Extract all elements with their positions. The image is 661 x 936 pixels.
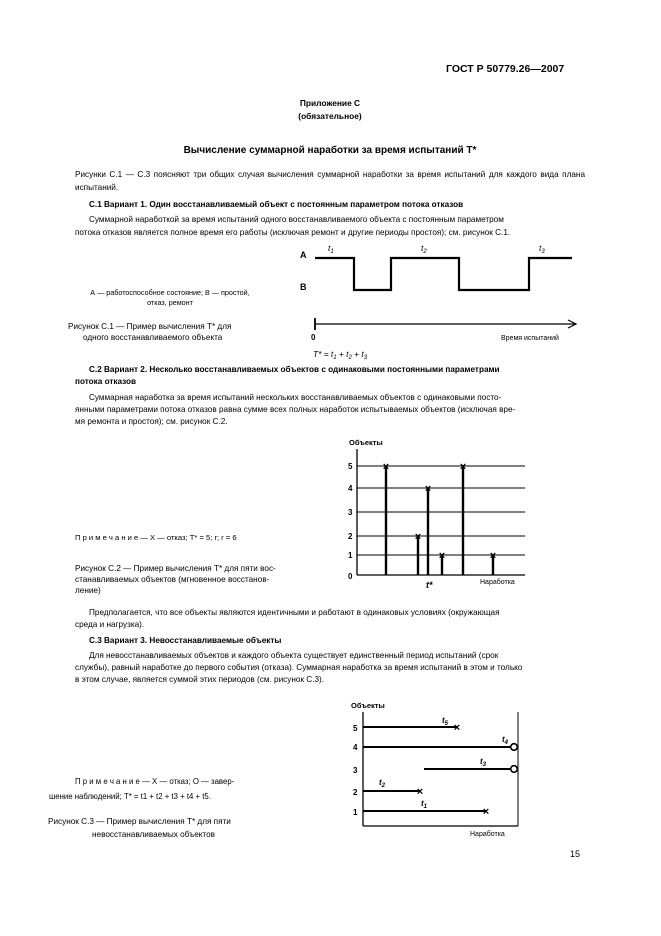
c2-failure-mark: × xyxy=(489,550,497,562)
figure-c2-caption-line2: станавливаемых объектов (мгновенное восстанов- xyxy=(75,575,270,584)
c3-text-line2: службы), равный наработке до первого события (отказа). Суммарная наработка за время испытаний в этом и только xyxy=(75,663,523,672)
c3-failure-mark: × xyxy=(482,806,490,818)
figure-c3-caption-line2: невосстанавливаемых объектов xyxy=(92,830,215,839)
c3-t1-label: $t_1$ xyxy=(421,799,428,810)
c3-t5-label: $t_5$ xyxy=(442,716,449,727)
appendix-title: Приложение С xyxy=(299,98,361,108)
c3-object-lines xyxy=(363,727,512,811)
figure-c1-caption-line2: одного восстанавливаемого объекта xyxy=(83,333,223,342)
c3-y-label-5: 5 xyxy=(353,724,358,733)
c3-y-label-1: 1 xyxy=(353,808,358,817)
time-axis-label: Время испытаний xyxy=(501,335,559,342)
c2-after-line1: Предполагается, что все объекты являются идентичными и работают в одинаковых условиях (окружающая xyxy=(89,608,500,617)
c2-note: П р и м е ч а н и е — Х — отказ; T* = 5; r; r = 6 xyxy=(75,533,237,542)
c1-heading: С.1 Вариант 1. Один восстанавливаемый объект с постоянным параметром потока отказов xyxy=(89,200,464,209)
c3-failure-mark: × xyxy=(453,722,461,734)
c2-heading-line2: потока отказов xyxy=(75,377,137,386)
c1-text-line1: Суммарной наработкой за время испытаний одного восстанавливаемого объекта с постоянным параметром xyxy=(89,215,504,224)
c2-failure-mark: × xyxy=(382,461,390,473)
c3-note-line2: шение наблюдений; T* = t1 + t2 + t3 + t4 + t5. xyxy=(49,792,211,801)
c3-failure-mark: × xyxy=(416,786,424,798)
c2-y-label-3: 3 xyxy=(348,508,353,517)
c2-failure-mark: × xyxy=(438,550,446,562)
figure-c2-caption-line3: ление) xyxy=(75,586,101,595)
c2-y-label-1: 1 xyxy=(348,551,353,560)
state-b-label: B xyxy=(300,282,307,292)
axis-zero-label: 0 xyxy=(311,333,316,342)
c3-text-line1: Для невосстанавливаемых объектов и каждого объекта существует единственный период испытаний (срок xyxy=(89,651,499,660)
c3-heading: С.3 Вариант 3. Невосстанавливаемые объекты xyxy=(89,636,282,645)
c2-y-label-4: 4 xyxy=(348,484,353,493)
c1-legend-line2: отказ, ремонт xyxy=(147,298,193,307)
c3-note-line1: П р и м е ч а н и е — Х — отказ; О — завер- xyxy=(75,777,235,786)
c2-text-line1: Суммарная наработка за время испытаний нескольких восстанавливаемых объектов с одинаковыми посто- xyxy=(89,393,502,402)
c3-y-label-4: 4 xyxy=(353,743,358,752)
c3-t4-label: $t_4$ xyxy=(502,735,509,746)
c2-t-label: t* xyxy=(426,580,433,590)
c3-t3-label: $t_3$ xyxy=(480,757,487,768)
c2-y-title: Объекты xyxy=(349,438,383,447)
c3-y-label-3: 3 xyxy=(353,766,358,775)
document-code: ГОСТ Р 50779.26—2007 xyxy=(446,63,565,75)
page-number: 15 xyxy=(570,849,581,859)
c3-y-title: Объекты xyxy=(351,701,385,710)
c2-x-label: Наработка xyxy=(480,579,515,586)
c2-y-label-2: 2 xyxy=(348,532,353,541)
main-title: Вычисление суммарной наработки за время испытаний T* xyxy=(183,145,477,156)
c2-text-line2: янными параметрами потока отказов равна сумме всех полных наработок испытываемых объектов (исключая вре- xyxy=(75,405,516,414)
c3-y-label-2: 2 xyxy=(353,788,358,797)
figure-c2-caption-line1: Рисунок С.2 — Пример вычисления T* для пяти вос- xyxy=(75,564,276,573)
c2-after-line2: среда и нагрузка). xyxy=(75,620,145,629)
t1-label: $t_1$ xyxy=(328,243,334,255)
c3-text-line3: в этом случае, является суммой этих периодов (см. рисунок С.3). xyxy=(75,675,325,684)
c2-y-label-0: 0 xyxy=(348,572,353,581)
t2-label: $t_2$ xyxy=(421,243,427,255)
c1-legend-line1: А — работоспособное состояние; В — простой, xyxy=(90,288,250,297)
state-a-label: A xyxy=(300,250,307,260)
appendix-subtitle: (обязательное) xyxy=(298,111,362,121)
c3-x-label: Наработка xyxy=(470,831,505,838)
figure-c3-caption-line1: Рисунок С.3 — Пример вычисления T* для пяти xyxy=(48,817,231,826)
c1-formula: $T* = t_1 + t_2 + t_3$ xyxy=(313,349,368,361)
c3-t2-label: $t_2$ xyxy=(379,778,386,789)
intro-paragraph: Рисунки С.1 — С.3 поясняют три общих случая вычисления суммарной наработки за время испытаний для каждого вида плана испытаний. xyxy=(75,170,585,192)
c1-text-line2: потока отказов является полное время его работы (исключая ремонт и другие периоды простоя); см. рисунок С.1. xyxy=(75,228,511,237)
t3-label: $t_3$ xyxy=(539,243,545,255)
c2-y-label-5: 5 xyxy=(348,462,353,471)
c2-failure-mark: × xyxy=(414,531,422,543)
figure-c1-caption-line1: Рисунок С.1 — Пример вычисления T* для xyxy=(68,322,232,331)
c2-heading-line1: С.2 Вариант 2. Несколько восстанавливаемых объектов с одинаковыми постоянными параметрами xyxy=(89,365,500,374)
c3-end-observation-mark xyxy=(511,766,518,773)
c3-end-observation-mark xyxy=(511,744,518,751)
c2-failure-mark: × xyxy=(424,483,432,495)
c2-text-line3: мя ремонта и простоя); см. рисунок С.2. xyxy=(75,417,228,426)
c2-failure-mark: × xyxy=(459,461,467,473)
